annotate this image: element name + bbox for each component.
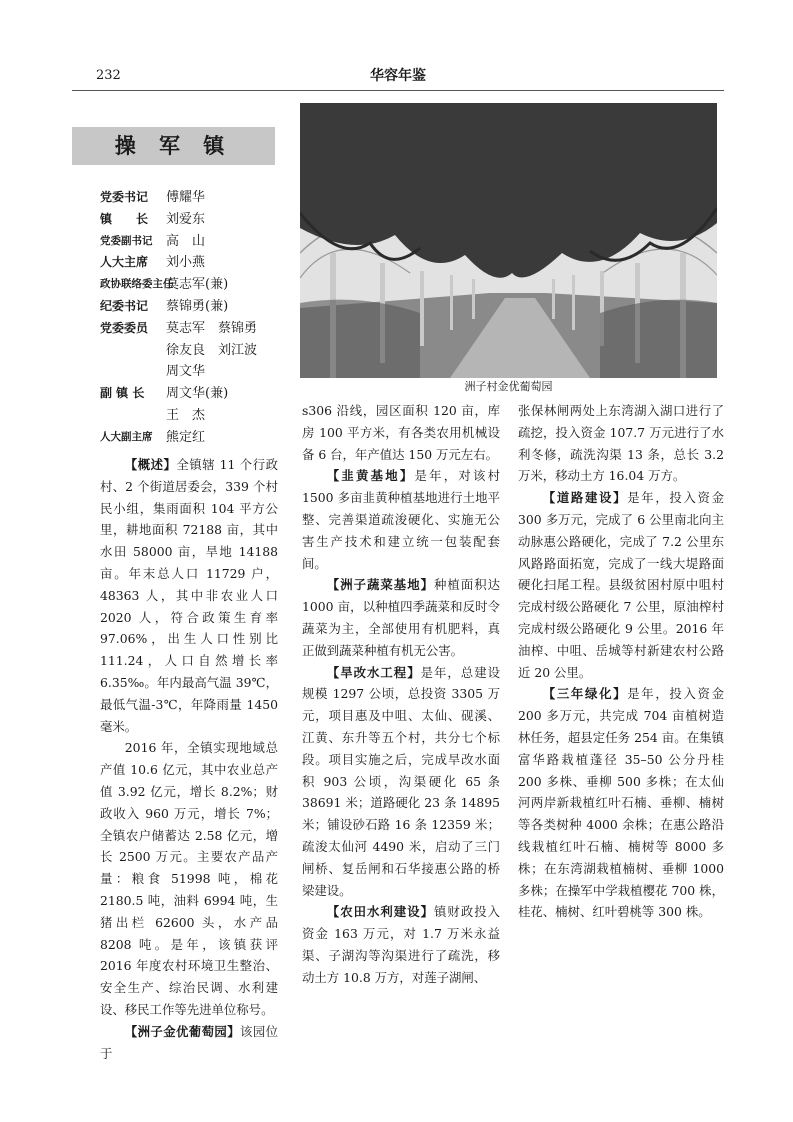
paragraph-dry-to-paddy xyxy=(302,662,500,902)
text-chive-base: 是年，对该村 1500 多亩韭黄种植基地进行土地平整、完善渠道疏浚硬化、实施无公害生产技术和建立统一包装配套间。 xyxy=(302,468,501,571)
text-dry-to-paddy: 是年，总建设规模 1297 公顷，总投资 3305 万元，项目惠及中咀、太仙、砚溪、江黄、东升等五个村，共分七个标段。项目实施之后，完成旱改水面积 903 公顷，沟渠硬化 65 条 38691 米；道路硬化 23 条 14895 米；铺设砂石路 16 条 12359 米；疏浚太仙河 4490 米，启动了三门闸桥、复岳闸和石华接惠公路的桥梁建设。 xyxy=(302,664,501,898)
text-roads: 是年，投入资金 300 多万元，完成了 6 公里南北向主动脉惠公路硬化，完成了 7.2 公里东风路路面拓宽，完成了一线大堤路面硬化扫尾工程。县级贫困村原中咀村完成村级公路硬化 7 公里，原油榨村完成村级公路硬化 9 公里。2016 年油榨、中咀、岳城等村新建农村公路近 20 公里。 xyxy=(518,490,724,680)
official-names: 高 山 xyxy=(166,233,206,249)
official-names: 莫志军 蔡锦勇 xyxy=(166,320,258,336)
text-grape-garden-cont: s306 沿线，园区面积 120 亩，库房 100 平方米，有各类农用机械设备 6 台，年产值达 150 万元左右。 xyxy=(302,403,500,462)
paragraph-grape-garden-cont xyxy=(302,400,500,465)
official-row xyxy=(100,296,290,318)
vineyard-photo xyxy=(300,103,717,378)
page-header xyxy=(72,62,724,88)
paragraph-vegetable-base xyxy=(302,574,500,661)
official-role: 党委书记 xyxy=(100,190,149,204)
official-role xyxy=(100,340,166,362)
official-row xyxy=(100,209,290,231)
paragraph-roads xyxy=(518,487,724,683)
official-names: 徐友良 刘江波 xyxy=(166,342,258,358)
heading-dry-to-paddy: 【旱改水工程】 xyxy=(326,664,421,680)
paragraph-irrigation-cont xyxy=(518,400,724,487)
official-row xyxy=(100,252,290,274)
official-names: 熊定红 xyxy=(166,429,206,445)
official-role xyxy=(100,405,166,427)
column-1 xyxy=(100,454,278,1064)
heading-grape-garden: 【洲子金优葡萄园】 xyxy=(124,1023,241,1039)
official-role xyxy=(100,361,166,383)
paragraph-overview xyxy=(100,454,278,737)
official-names: 周文华(兼) xyxy=(166,386,229,402)
text-greening: 是年，投入资金 200 多万元，共完成 704 亩植树造林任务，超县定任务 254 亩。在集镇富华路栽植蓬径 35–50 公分丹桂 200 多株、垂柳 500 多株；在太仙河两岸新栽植红叶石楠、垂柳、楠树等各类树种 4000 余株；在惠公路沿线栽植红叶石楠、楠树等 8000 多株；在东湾湖栽植楠树、垂柳 1000 多株；在操军中学栽植樱花 700 株，桂花、楠树、红叶碧桃等 300 株。 xyxy=(518,686,724,920)
officials-list xyxy=(100,187,290,449)
section-title: 操 军 镇 xyxy=(72,127,275,165)
column-3 xyxy=(518,400,724,923)
text-overview: 全镇辖 11 个行政村、2 个街道居委会，339 个村民小组，集雨面积 104 平方公里，耕地面积 72188 亩，其中水田 58000 亩，旱地 14188 亩。年末总人口 11729 户，48363 人，其中非农业人口 2020 人，符合政策生育率 97.06%，出生人口性别比 111.24，人口自然增长率 6.35‰。年内最高气温 39℃，最低气温-3℃，年降雨量 1450 毫米。 xyxy=(100,457,278,734)
page-number: 232 xyxy=(96,68,121,83)
paragraph-irrigation xyxy=(302,901,500,988)
column-2 xyxy=(302,400,500,989)
official-row xyxy=(100,187,290,209)
text-economy: 2016 年，全镇实现地域总产值 10.6 亿元，其中农业总产值 3.92 亿元，增长 8.2%；财政收入 960 万元，增长 7%；全镇农户储蓄达 2.58 亿元，增长 2500 万元。主要农产品产量：粮食 51998 吨，棉花 2180.5 吨，油料 6994 吨，生猪出栏 62600 头，水产品 8208 吨。是年，该镇获评 2016 年度农村环境卫生整治、安全生产、综治民调、水利建设、移民工作等先进单位称号。 xyxy=(100,740,278,1017)
heading-roads: 【道路建设】 xyxy=(542,490,628,506)
official-role: 纪委书记 xyxy=(100,298,149,313)
official-names: 王 杰 xyxy=(166,407,206,423)
official-names: 傅耀华 xyxy=(166,190,206,205)
official-row xyxy=(100,274,290,296)
vineyard-image xyxy=(300,103,717,378)
text-irrigation: 镇财政投入资金 163 万元，对 1.7 万米永益渠、子湖沟等沟渠进行了疏洗，移动土方 10.8 万方，对莲子湖闸、 xyxy=(302,904,501,985)
official-role: 副 镇 长 xyxy=(100,386,145,401)
header-rule xyxy=(72,90,724,91)
official-row xyxy=(100,383,290,405)
official-names: 周文华 xyxy=(166,364,206,380)
heading-greening: 【三年绿化】 xyxy=(542,686,628,702)
book-title: 华容年鉴 xyxy=(370,68,426,84)
official-row xyxy=(100,427,290,449)
official-names: 莫志军(兼) xyxy=(166,277,229,293)
official-role: 镇 长 xyxy=(100,211,149,226)
official-row xyxy=(100,231,290,253)
official-row xyxy=(100,405,290,427)
paragraph-economy xyxy=(100,737,278,1020)
paragraph-grape-garden xyxy=(100,1021,278,1065)
heading-chive-base: 【韭黄基地】 xyxy=(326,468,415,484)
official-row xyxy=(100,318,290,340)
official-role: 人大主席 xyxy=(100,255,149,270)
text-vegetable-base: 种植面积达 1000 亩，以种植四季蔬菜和反时令蔬菜为主，全部使用有机肥料，真正做到蔬菜种植有机无公害。 xyxy=(302,577,501,658)
heading-vegetable-base: 【洲子蔬菜基地】 xyxy=(326,577,435,593)
official-role: 党委委员 xyxy=(100,320,149,335)
official-names: 刘小燕 xyxy=(166,255,206,271)
official-row xyxy=(100,340,290,362)
official-role: 政协联络委主任 xyxy=(100,278,174,291)
paragraph-greening xyxy=(518,683,724,923)
heading-overview: 【概述】 xyxy=(124,457,177,472)
text-irrigation-cont: 张保林闸两处上东湾湖入湖口进行了疏挖，投入资金 107.7 万元进行了水利冬修，疏洗沟渠 13 条，总长 3.2 万米，移动土方 16.04 万方。 xyxy=(518,403,724,484)
official-names: 刘爱东 xyxy=(166,211,206,227)
official-names: 蔡锦勇(兼) xyxy=(166,298,229,314)
paragraph-chive-base xyxy=(302,465,500,574)
heading-irrigation: 【农田水利建设】 xyxy=(326,904,435,920)
text-grape-garden: 该园位于 xyxy=(100,1023,279,1061)
photo-caption: 洲子村金优葡萄园 xyxy=(464,380,553,393)
official-row xyxy=(100,361,290,383)
official-role: 人大副主席 xyxy=(100,430,153,443)
official-role: 党委副书记 xyxy=(100,234,153,247)
